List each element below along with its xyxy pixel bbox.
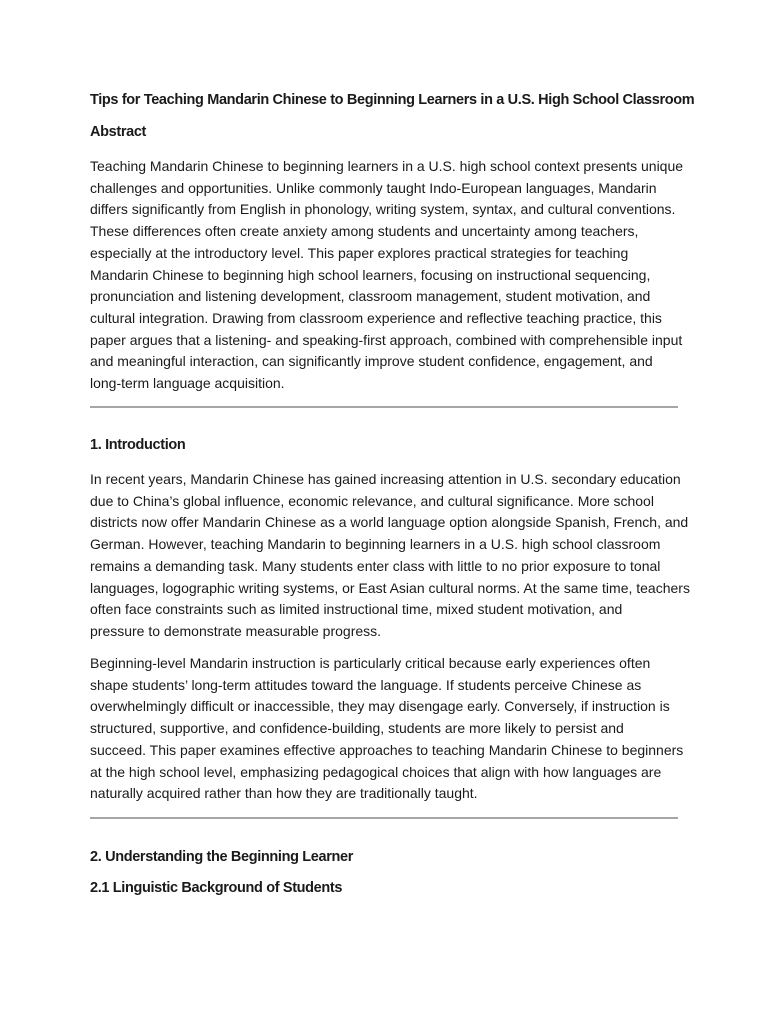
section-2-heading: 2. Understanding the Beginning Learner	[90, 849, 354, 865]
abstract-line: long-term language acquisition.	[90, 375, 285, 392]
paragraph-line: languages, logographic writing systems, or East Asian cultural norms. At the same time, teachers	[90, 579, 690, 596]
abstract-line: cultural integration. Drawing from classroom experience and reflective teaching practice, this	[90, 309, 662, 326]
paragraph-line: overwhelmingly difficult or inaccessible, they may disengage early. Conversely, if instruction is	[90, 698, 670, 715]
paragraph-line: naturally acquired rather than how they are traditionally taught.	[90, 785, 478, 802]
document-title: Tips for Teaching Mandarin Chinese to Beginning Learners in a U.S. High School Classroom	[90, 92, 695, 108]
paragraph-line: Beginning-level Mandarin instruction is particularly critical because early experiences often	[90, 655, 651, 671]
abstract-heading: Abstract	[90, 124, 147, 140]
abstract-line: These differences often create anxiety among students and uncertainty among teachers,	[90, 223, 639, 240]
abstract-line: pronunciation and listening development, classroom management, student motivation, and	[90, 288, 651, 305]
paragraph-line: structured, supportive, and confidence-building, students are more likely to persist and	[90, 720, 624, 737]
introduction-paragraph-2	[90, 653, 690, 805]
abstract-line: especially at the introductory level. This paper explores practical strategies for teaching	[90, 244, 629, 261]
paragraph-line: German. However, teaching Mandarin to beginning learners in a U.S. high school classroom	[90, 536, 661, 553]
abstract-line: challenges and opportunities. Unlike commonly taught Indo-European languages, Mandarin	[90, 179, 657, 196]
abstract-line: and meaningful interaction, can significantly improve student confidence, engagement, and	[90, 353, 653, 370]
paragraph-line: at the high school level, emphasizing pedagogical choices that align with how languages are	[90, 763, 662, 780]
abstract-line: Teaching Mandarin Chinese to beginning learners in a U.S. high school context presents unique	[90, 158, 684, 174]
paragraph-line: often face constraints such as limited instructional time, mixed student motivation, and	[90, 601, 623, 618]
paragraph-line: remains a demanding task. Many students enter class with little to no prior exposure to tonal	[90, 557, 661, 574]
section-2-1-heading: 2.1 Linguistic Background of Students	[90, 880, 343, 896]
paragraph-line: In recent years, Mandarin Chinese has gained increasing attention in U.S. secondary education	[90, 471, 681, 487]
paragraph-line: due to China’s global influence, economic relevance, and cultural significance. More school	[90, 492, 654, 509]
paragraph-line: succeed. This paper examines effective approaches to teaching Mandarin Chinese to beginners	[90, 741, 684, 758]
paragraph-line: shape students’ long-term attitudes toward the language. If students perceive Chinese as	[90, 676, 642, 693]
abstract-line: paper argues that a listening- and speaking-first approach, combined with comprehensible input	[90, 331, 683, 348]
abstract-line: Mandarin Chinese to beginning high school learners, focusing on instructional sequencing,	[90, 266, 651, 283]
section-divider	[90, 817, 678, 819]
introduction-heading: 1. Introduction	[90, 437, 186, 453]
abstract-line: differs significantly from English in phonology, writing system, syntax, and cultural conventions.	[90, 201, 676, 218]
introduction-paragraph-1	[90, 469, 690, 643]
section-divider	[90, 406, 678, 408]
paragraph-line: pressure to demonstrate measurable progress.	[90, 622, 382, 639]
paragraph-line: districts now offer Mandarin Chinese as a world language option alongside Spanish, French, and	[90, 514, 689, 531]
abstract-paragraph	[90, 156, 690, 395]
